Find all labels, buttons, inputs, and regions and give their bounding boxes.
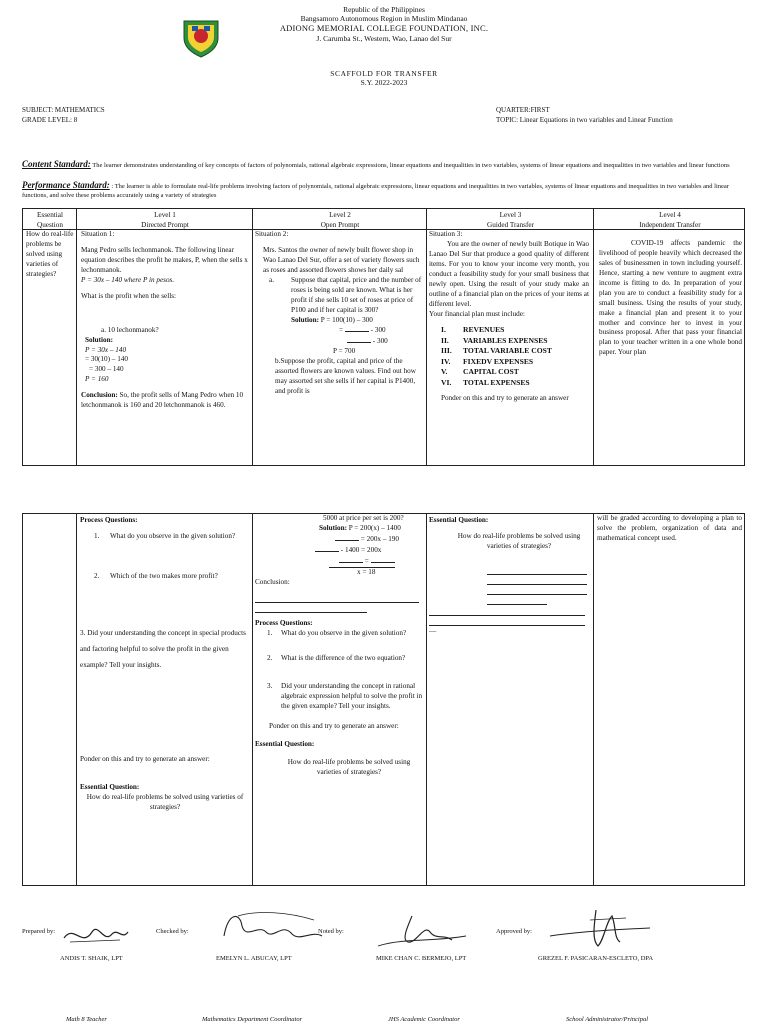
quarter-label: QUARTER:FIRST [496, 106, 550, 114]
performance-standard-label: Performance Standard: [22, 180, 110, 190]
level1-cell [81, 230, 249, 465]
topic-label: TOPIC: Linear Equations in two variables and Linear Function [496, 116, 673, 124]
scaffold-table-part1 [22, 208, 745, 466]
solution-label: Solution: [85, 335, 113, 344]
situation2-intro: Mrs. Santos the owner of newly built flower shop in Wao Lanao Del Sur, offer a set of variety flowers such as roses and assorted flowers shows her daily sal [263, 245, 420, 274]
solution-b: Solution: P = 200(x) – 1400 [319, 523, 401, 532]
solution-a-step: - 300 [255, 336, 423, 347]
signature-prepared [60, 918, 130, 952]
process-question-1: 1. What do you observe in the given solution? [94, 531, 236, 540]
header-address: J. Carumba St., Western, Wao, Lanao del Sur [316, 34, 452, 43]
list-item: IV. FIXEDV EXPENSES [441, 356, 534, 366]
level4-text: COVID-19 affects pandemic the livelihood of people heavily which decreased the sales of businessmen in town including yourself. Hence, starting a new venture to augment extra income is fitting to do. In preparation of your plan you are to conduct a feasibility study for a small business. Using the results of your study, make a financial plan and present it to your mother and convince her to invest in your business proposal. After that pass your financial plan to your teacher written in a one whole bond paper. Your plan [599, 239, 742, 357]
solution-step: = 30(10) – 140 [85, 355, 128, 364]
header-republic: Republic of the Philippines [343, 5, 425, 14]
header-school-name: ADIONG MEMORIAL COLLEGE FOUNDATION, INC. [279, 23, 489, 33]
list-item: V. CAPITAL COST [441, 367, 519, 377]
financial-plan-list [429, 325, 589, 388]
content-standard-text: The learner demonstrates understanding of key concepts of factors of polynomials, rational algebraic expressions, linear equations and inequalities in two variables, systems of linear equations and inequalities in two variables and linear functions [92, 162, 730, 169]
performance-standard-text: : The learner is able to formulate real-life problems involving factors of polynomials, rational algebraic expressions, linear equations and inequalities in two variables, systems of linear equations and inequalities in two variables and linear functions, and solve these problems accurately using a variety of strategies [22, 183, 729, 199]
process-question-1: 1. What do you observe in the given solution? [267, 628, 407, 637]
situation1-label: Situation 1: [81, 230, 115, 238]
document-title: SCAFFOLD FOR TRANSFER [330, 69, 438, 78]
level4-text-continued: will be graded according to developing a plan to solve the problem, organization of data and mathematical concept used. [597, 514, 742, 542]
noted-by-role: JHS Academic Coordinator [388, 1016, 460, 1023]
content-standard-label: Content Standard: [22, 159, 91, 169]
process-questions-label: Process Questions: [255, 618, 313, 627]
solution-b-step: x = 18 [255, 567, 395, 578]
process-question-2: 2. What is the difference of the two equation? [267, 654, 406, 663]
solution-step: = 300 – 140 [89, 365, 124, 374]
level2-cell [255, 230, 423, 465]
prepared-by-label: Prepared by: [22, 928, 56, 935]
list-item: I. REVENUES [441, 325, 505, 335]
answer-dash: — [429, 626, 437, 635]
essential-question-text: How do real-life problems be solved using varieties of strategies? [287, 758, 411, 776]
situation2-label: Situation 2: [255, 230, 289, 238]
solution-step: P = 160 [85, 375, 109, 384]
conclusion-label: Conclusion: [255, 577, 290, 586]
process-questions-label: Process Questions: [80, 516, 138, 524]
ponder-text: Ponder on this and try to generate an answer: [269, 722, 399, 731]
solution-a: Solution: P = 100(10) – 300 [291, 315, 373, 324]
school-year: S.Y. 2022-2023 [360, 78, 408, 87]
situation1-intro: Mang Pedro sells lechonmanok. The following linear equation describes the profit he makes, P, when the sells x lechonmanok. [81, 245, 248, 274]
essential-question-label: Essential Question: [80, 783, 140, 792]
prepared-by-name: ANDIS T. SHAIK, LPT [60, 955, 123, 962]
process-question-2: 2. Which of the two makes more profit? [94, 571, 218, 580]
level1-process-cell [80, 516, 250, 884]
header-level-4: Level 4 Independent Transfer [639, 211, 701, 229]
header-region: Bangsamoro Autonomous Region in Muslim Mindanao [300, 14, 468, 23]
approved-by-name: GREZEL F. PASICARAN-ESCLETO, DPA [538, 955, 654, 962]
essential-question-text: How do real-life problems be solved using varieties of strategies? [86, 793, 244, 812]
conclusion: Conclusion: So, the profit sells of Mang Pedro when 10 letchonmanok is 160 and 20 letchonmanok is 460. [81, 391, 244, 410]
essential-question-text: How do real-life problems be solved using varieties of strategies? [457, 531, 581, 550]
situation1-question: What is the profit when the sells: [81, 291, 177, 300]
content-standard [22, 159, 730, 171]
solution-b-step: = 200x – 190 [255, 534, 423, 545]
prepared-by-role: Math 8 Teacher [66, 1016, 107, 1023]
essential-question-label: Essential Question: [429, 516, 489, 524]
process-question-3: 3. Did your understanding the concept in special products and factoring helpful to solve the profit in the given example? Tell your insights. [80, 628, 246, 669]
level2-process-cell [255, 514, 423, 884]
situation1-equation: P = 30x – 140 where P in pesos. [81, 275, 175, 284]
list-item: III. TOTAL VARIABLE COST [441, 346, 552, 356]
situation3-intro: You are the owner of newly built Botique in Wao Lanao Del Sur that produce a good quality of different items. For you to know your income very month, you conduct a feasibility study for your small business that newly open. Using the result of your study make an outline of a financial plan on the prices of your items at different level. [429, 239, 589, 308]
financial-plan-label: Your financial plan must include: [429, 309, 525, 318]
header-level-1: Level 1 Directed Prompt [141, 211, 189, 229]
situation1-item-a: a. 10 lechonmanok? [101, 325, 159, 334]
header-level-2: Level 2 Open Prompt [320, 211, 360, 229]
signature-approved [546, 906, 656, 952]
solution-a-step: P = 700 [333, 347, 356, 356]
signature-noted [372, 912, 472, 954]
noted-by-label: Noted by: [318, 928, 344, 935]
checked-by-name: EMELYN L. ABUCAY, LPT [216, 955, 292, 962]
situation2-item-b: b.Suppose the profit, capital and price of the assorted flowers are known values. Find out how may assorted set she sells if her capital is P1400, and profit is [275, 357, 416, 396]
situation2-item-b-continued: 5000 at price per set is 200? [323, 514, 404, 522]
scaffold-table-part2 [22, 513, 745, 886]
level3-process-cell [429, 516, 589, 884]
process-question-3: 3. Did your understanding the concept in rational algebraic expression helpful to solve the profit in the given example? Tell your insights. [267, 682, 423, 711]
essential-question-text: How do real-life problems be solved using varieties of strategies? [26, 230, 74, 278]
header-level-3: Level 3 Guided Transfer [487, 211, 534, 229]
ponder-text: Ponder on this and try to generate an answer: [80, 755, 210, 764]
list-item: II. VARIABLES EXPENSES [441, 335, 548, 345]
signature-checked [218, 906, 328, 952]
subject-label: SUBJECT: MATHEMATICS [22, 106, 105, 114]
grade-level-label: GRADE LEVEL: 8 [22, 116, 78, 124]
ponder-text: Ponder on this and try to generate an answer [441, 394, 569, 403]
level3-cell [429, 230, 589, 465]
solution-a-step: = - 300 [339, 326, 386, 335]
noted-by-name: MIKE CHAN C. BERMEJO, LPT [376, 955, 467, 962]
list-item: VI. TOTAL EXPENSES [441, 377, 530, 387]
essential-question-label: Essential Question: [255, 740, 315, 749]
approved-by-role: School Administrator/Principal [566, 1016, 649, 1023]
approved-by-label: Approved by: [496, 928, 532, 935]
solution-b-step: = [255, 556, 423, 567]
header-essential-question: Essential Question [37, 211, 63, 229]
solution-b-step: - 1400 = 200x [255, 545, 423, 556]
situation3-label: Situation 3: [429, 230, 463, 238]
solution-step: P = 30x – 140 [85, 345, 127, 354]
performance-standard [22, 180, 730, 200]
checked-by-role: Mathematics Department Coordinator [202, 1016, 303, 1023]
situation2-item-a: a. Suppose that capital, price and the number of roses is being sold are known. What is her profit if she sells 10 set of roses at price of P100 and if her capital is 300? [269, 275, 422, 314]
checked-by-label: Checked by: [156, 928, 189, 935]
